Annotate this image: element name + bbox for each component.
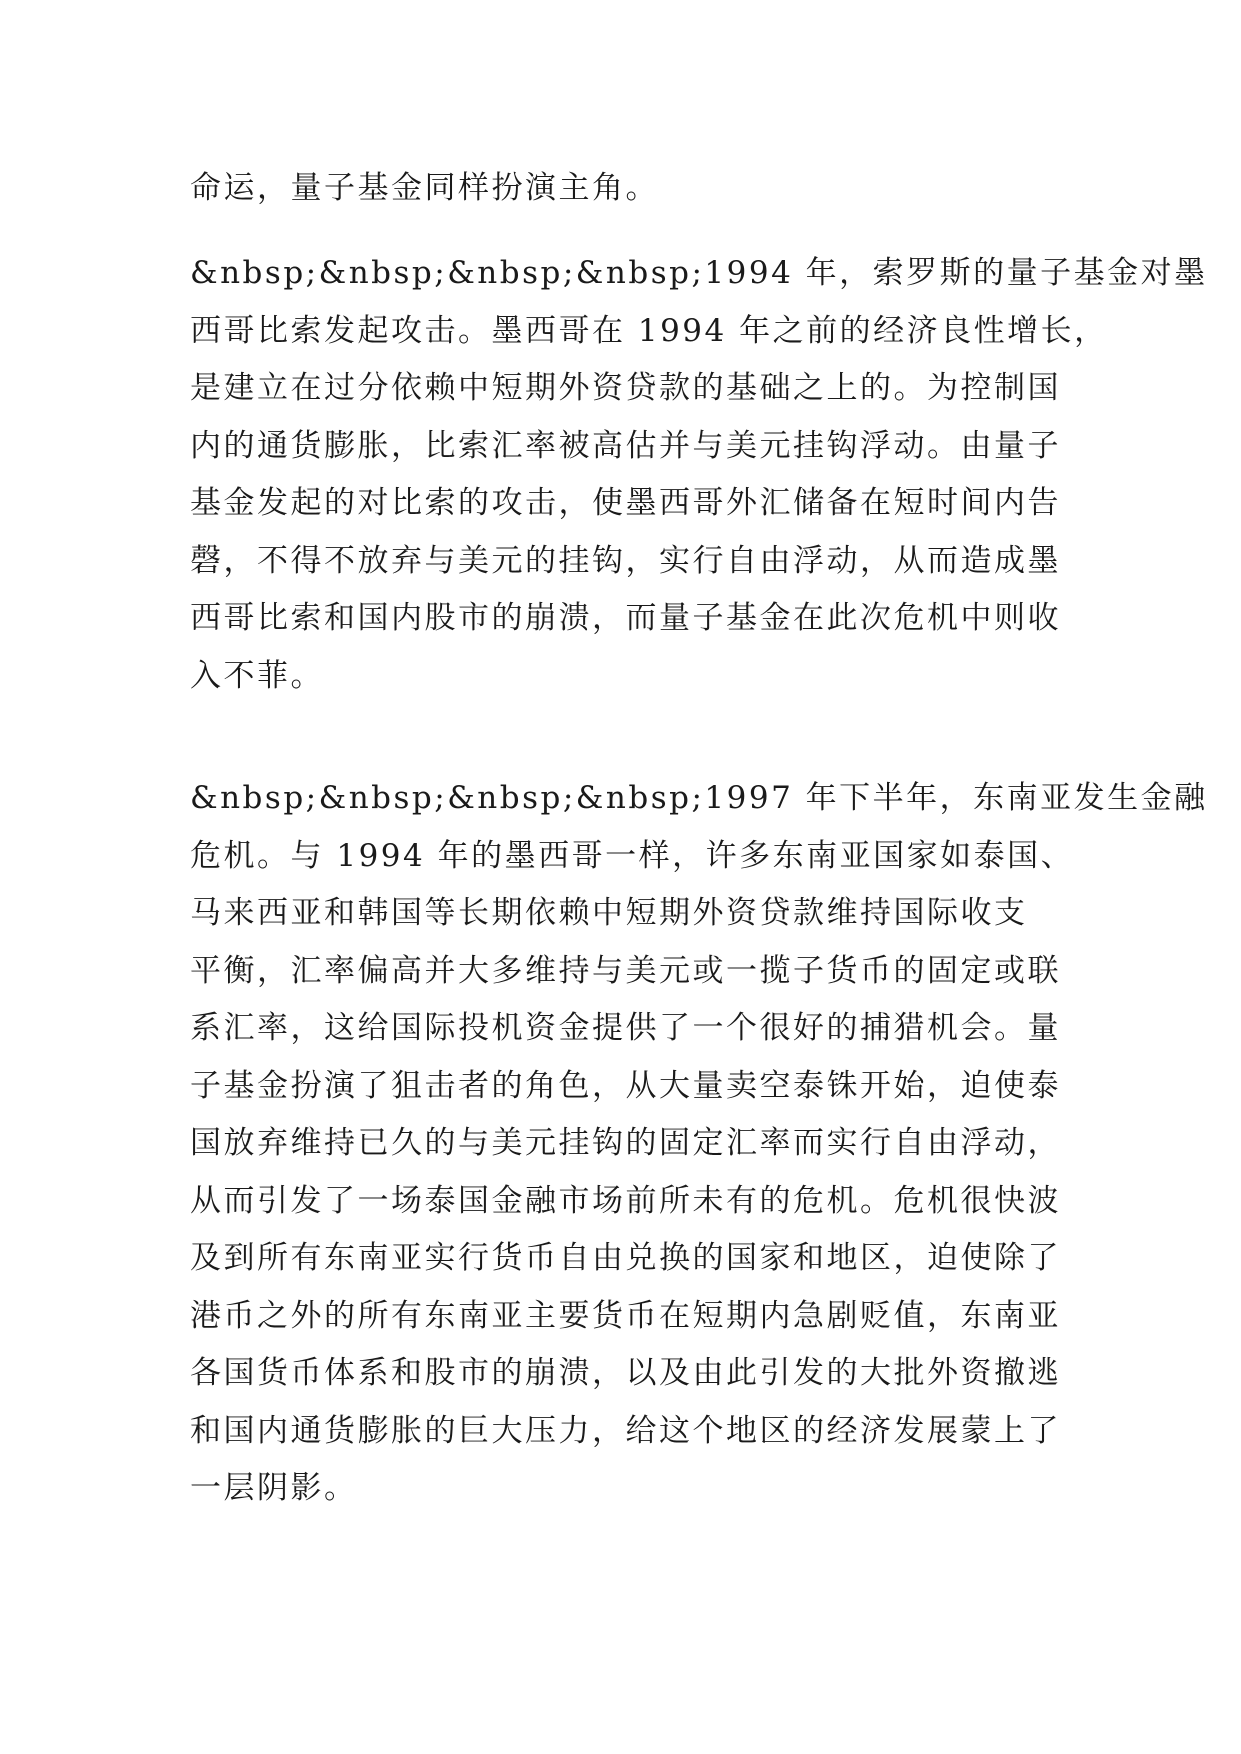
text-line: &nbsp;&nbsp;&nbsp;&nbsp;1997 年下半年，东南亚发生金融 (190, 780, 1208, 816)
text-line: 内的通货膨胀，比索汇率被高估并与美元挂钩浮动。由量子 (190, 427, 1061, 464)
text-line: 基金发起的对比索的攻击，使墨西哥外汇储备在短时间内告 (190, 485, 1061, 521)
text-line: 从而引发了一场泰国金融市场前所未有的危机。危机很快波 (190, 1182, 1061, 1219)
paragraph-2 (190, 245, 1208, 705)
paragraph-1 (190, 160, 1060, 218)
text-line: 子基金扮演了狙击者的角色，从大量卖空泰铢开始，迫使泰 (190, 1067, 1061, 1104)
text-line: 及到所有东南亚实行货币自由兑换的国家和地区，迫使除了 (190, 1240, 1061, 1276)
text-line: 港币之外的所有东南亚主要货币在短期内急剧贬值，东南亚 (190, 1297, 1061, 1334)
text-line: 磬，不得不放弃与美元的挂钩，实行自由浮动，从而造成墨 (190, 542, 1061, 579)
text-line: 国放弃维持已久的与美元挂钩的固定汇率而实行自由浮动， (190, 1125, 1061, 1161)
text-line: 一层阴影。 (190, 1470, 358, 1506)
text-line: 危机。与 1994 年的墨西哥一样，许多东南亚国家如泰国、 (190, 837, 1075, 874)
text-line: 命运，量子基金同样扮演主角。 (190, 170, 659, 206)
text-line: 马来西亚和韩国等长期依赖中短期外资贷款维持国际收支 (190, 895, 1028, 931)
text-line: 系汇率，这给国际投机资金提供了一个很好的捕猎机会。量 (190, 1010, 1061, 1046)
text-line: 入不菲。 (190, 657, 324, 694)
text-line: 平衡，汇率偏高并大多维持与美元或一揽子货币的固定或联 (190, 952, 1061, 989)
text-line: &nbsp;&nbsp;&nbsp;&nbsp;1994 年，索罗斯的量子基金对墨 (190, 255, 1208, 291)
text-line: 西哥比索发起攻击。墨西哥在 1994 年之前的经济良性增长， (190, 312, 1108, 349)
text-line: 和国内通货膨胀的巨大压力，给这个地区的经济发展蒙上了 (190, 1412, 1061, 1449)
text-line: 是建立在过分依赖中短期外资贷款的基础之上的。为控制国 (190, 370, 1061, 406)
paragraph-3 (190, 770, 1208, 1518)
text-line: 西哥比索和国内股市的崩溃，而量子基金在此次危机中则收 (190, 600, 1061, 636)
text-line: 各国货币体系和股市的崩溃，以及由此引发的大批外资撤逃 (190, 1355, 1061, 1391)
